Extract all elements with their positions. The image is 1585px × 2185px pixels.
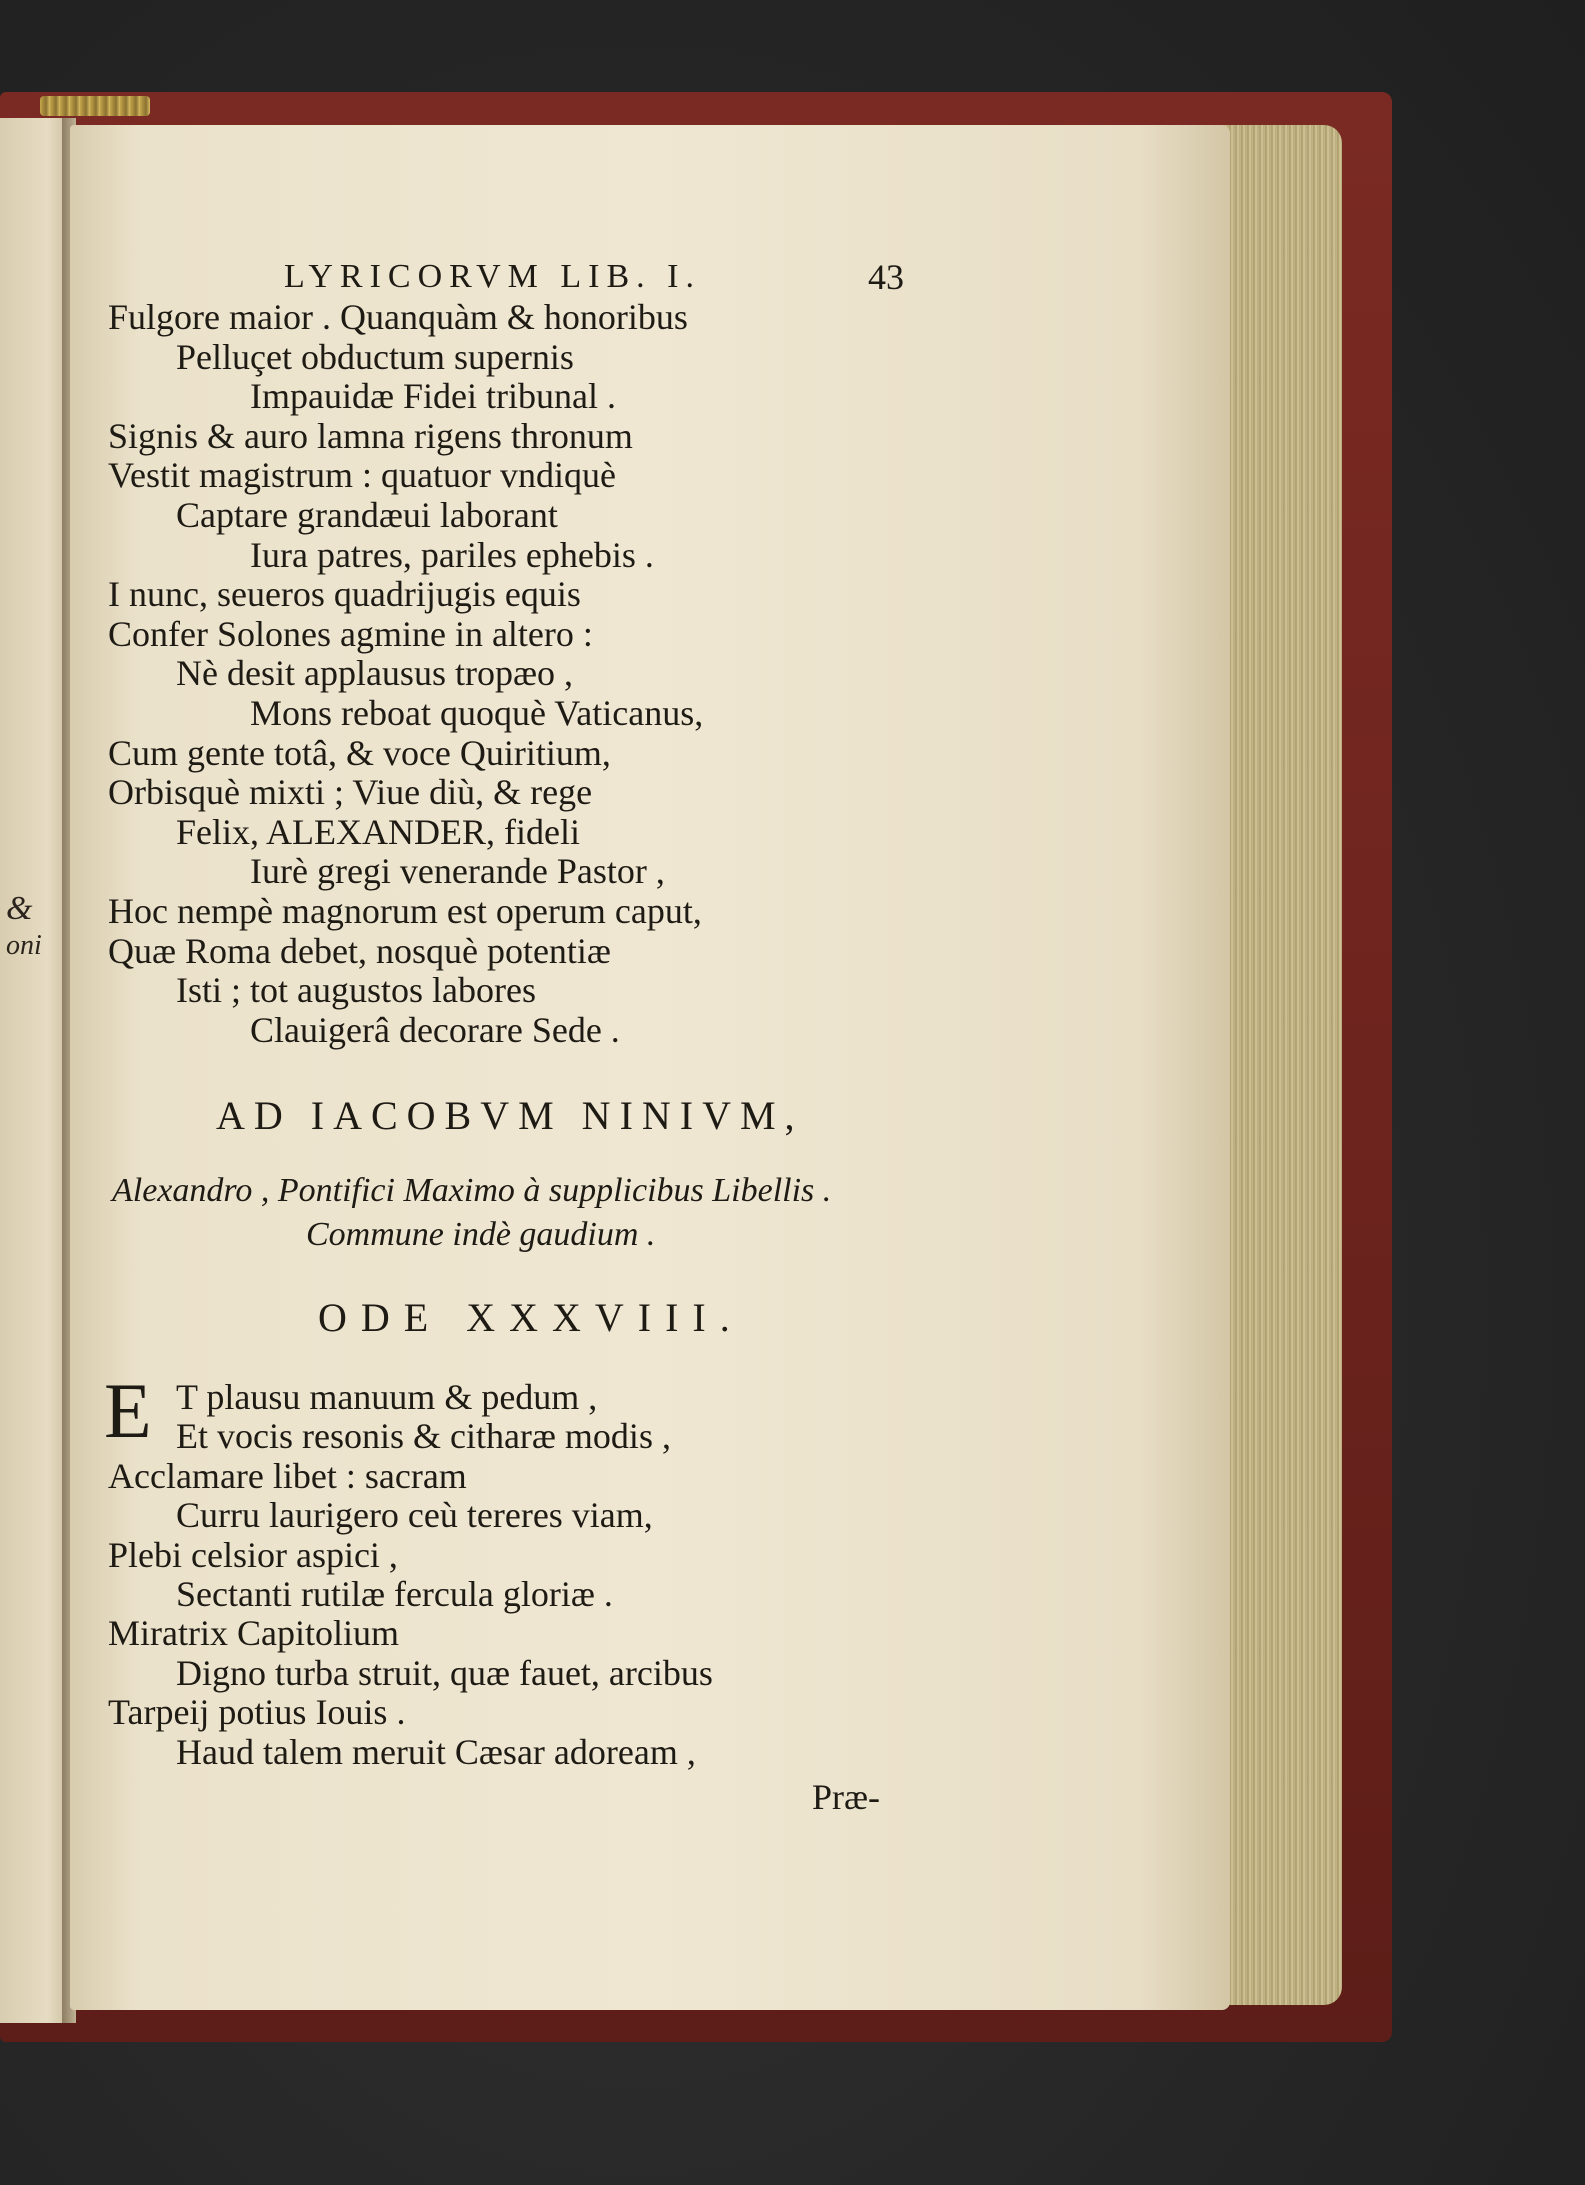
ode-number: ODE XXXVIII. bbox=[318, 1295, 744, 1340]
poem-line: Signis & auro lamna rigens thronum bbox=[108, 415, 633, 456]
poem-line: Acclamare libet : sacram bbox=[108, 1455, 467, 1496]
running-head: LYRICORVM LIB. I. bbox=[284, 258, 701, 295]
headband bbox=[40, 96, 150, 116]
poem-line: Captare grandæui laborant bbox=[176, 495, 558, 535]
poem-line: Haud talem meruit Cæsar adoream , bbox=[176, 1731, 696, 1772]
poem-line: Mons reboat quoquè Vaticanus, bbox=[250, 693, 704, 733]
poem-heading: AD IACOBVM NINIVM, bbox=[216, 1093, 804, 1138]
poem-line: Clauigerâ decorare Sede . bbox=[250, 1009, 620, 1050]
poem-dedication: Alexandro , Pontifici Maximo à supplicibus Libellis . bbox=[112, 1172, 832, 1209]
poem-line: Confer Solones agmine in altero : bbox=[108, 613, 593, 654]
poem-line: Pelluçet obductum supernis bbox=[176, 336, 574, 377]
poem-line: I nunc, seueros quadrijugis equis bbox=[108, 574, 581, 615]
left-page-fragment: & bbox=[6, 890, 33, 927]
poem-line: Orbisquè mixti ; Viue diù, & rege bbox=[108, 772, 593, 813]
poem-line: Felix, ALEXANDER, fideli bbox=[176, 811, 580, 852]
poem-line: Sectanti rutilæ fercula gloriæ . bbox=[176, 1574, 613, 1614]
poem-line: Nè desit applausus tropæo , bbox=[176, 653, 573, 694]
poem-line: Miratrix Capitolium bbox=[108, 1613, 399, 1654]
poem-line: Et vocis resonis & citharæ modis , bbox=[176, 1416, 671, 1457]
poem-subtitle: Commune indè gaudium . bbox=[306, 1216, 656, 1253]
poem-line: Curru laurigero ceù tereres viam, bbox=[176, 1495, 653, 1536]
poem-line: T plausu manuum & pedum , bbox=[176, 1377, 598, 1417]
page-fore-edge bbox=[1222, 125, 1342, 2005]
poem-line: Fulgore maior . Quanquàm & honoribus bbox=[108, 297, 688, 337]
drop-capital: E bbox=[104, 1367, 152, 1454]
catchword: Præ- bbox=[812, 1777, 881, 1817]
poem-line: Digno turba struit, quæ fauet, arcibus bbox=[176, 1652, 713, 1693]
poem-line: Plebi celsior aspici , bbox=[108, 1534, 398, 1575]
page-number: 43 bbox=[868, 257, 904, 297]
poem-line: Iurè gregi venerande Pastor , bbox=[250, 851, 665, 892]
poem-line: Impauidæ Fidei tribunal . bbox=[250, 376, 616, 417]
poem-line: Cum gente totâ, & voce Quiritium, bbox=[108, 732, 611, 773]
poem-line: Isti ; tot augustos labores bbox=[176, 970, 536, 1011]
poem-line: Quæ Roma debet, nosquè potentiæ bbox=[108, 930, 611, 971]
poem-line: Tarpeij potius Iouis . bbox=[108, 1692, 406, 1733]
poem-line: Iura patres, pariles ephebis . bbox=[250, 534, 654, 575]
left-page bbox=[0, 118, 68, 2023]
poem-line: Hoc nempè magnorum est operum caput, bbox=[108, 891, 702, 931]
left-page-fragment: oni bbox=[6, 930, 42, 961]
poem-line: Vestit magistrum : quatuor vndiquè bbox=[108, 455, 616, 496]
